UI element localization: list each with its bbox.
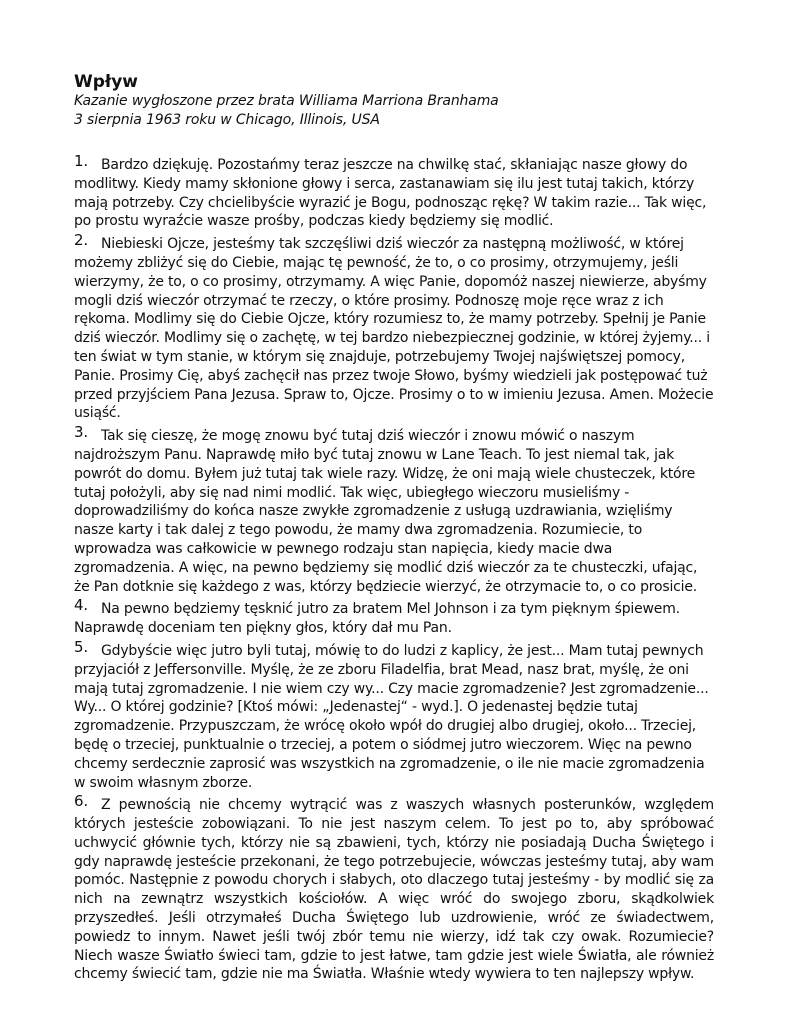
paragraph-number: 6. (74, 792, 88, 811)
paragraph-number: 4. (74, 596, 88, 615)
paragraph-6 (74, 792, 714, 984)
document-subtitle-line-1: Kazanie wygłoszone przez brata Williama Marriona Branhama (74, 93, 499, 109)
paragraph-number: 2. (74, 231, 88, 250)
document-subtitle-line-2: 3 sierpnia 1963 roku w Chicago, Illinois, USA (74, 112, 380, 128)
paragraph-2 (74, 231, 714, 423)
paragraph-text: Bardzo dziękuję. Pozostańmy teraz jeszcze na chwilkę stać, skłaniając nasze głowy do modlitwy. Kiedy mamy skłonione głowy i serca, zastanawiam się ilu jest tutaj takich, którzy mają potrzeby. Czy chcielibyście wyrazić je Bogu, podnosząc rękę? W takim razie... Tak więc, po prostu wyraźcie wasze prośby, podczas kiedy będziemy się modlić. (74, 157, 707, 230)
document-page (74, 72, 714, 987)
paragraph-1 (74, 152, 714, 231)
paragraph-number: 3. (74, 423, 88, 442)
paragraph-3 (74, 423, 714, 596)
paragraph-text: Gdybyście więc jutro byli tutaj, mówię to do ludzi z kaplicy, że jest... Mam tutaj pewnych przyjaciół z Jeffersonville. Myślę, że ze zboru Filadelfia, brat Mead, nasz brat, myślę, że oni mają tutaj zgromadzenie. I nie wiem czy wy... Czy macie zgromadzenie? Jest zgromadzenie... Wy... O której godzinie? [Ktoś mówi: „Jedenastej“ - wyd.]. O jedenastej będzie tutaj zgromadzenie. Przypuszczam, że wrócę około wpół do drugiej albo drugiej, około... Trzeciej, będę o trzeciej, punktualnie o trzeciej, a potem o siódmej jutro wieczorem. Więc na pewno chcemy serdecznie zaprosić was wszystkich na zgromadzenie, o ile nie macie zgromadzenia w swoim własnym zborze. (74, 642, 709, 791)
paragraph-text: Na pewno będziemy tęsknić jutro za bratem Mel Johnson i za tym pięknym śpiewem. Naprawdę doceniam ten piękny głos, który dał mu Pan. (74, 601, 680, 637)
paragraph-4 (74, 596, 714, 638)
paragraph-text: Tak się cieszę, że mogę znowu być tutaj dziś wieczór i znowu mówić o naszym najdroższym Panu. Naprawdę miło być tutaj znowu w Lane Teach. To jest niemal tak, jak powrót do domu. Byłem już tutaj tak wiele razy. Widzę, że oni mają wiele chusteczek, które tutaj położyli, aby się nad nimi modlić. Tak więc, ubiegłego wieczoru musieliśmy - doprowadziliśmy do końca nasze zwykłe zgromadzenie z usługą uzdrawiania, wzięliśmy nasze karty i tak dalej z tego powodu, że mamy dwa zgromadzenia. Rozumiecie, to wprowadza was całkowicie w pewnego rodzaju stan napięcia, kiedy macie dwa zgromadzenia. A więc, na pewno będziemy się modlić dziś wieczór za te chusteczki, ufając, że Pan dotknie się każdego z was, którzy będziecie wierzyć, że otrzymacie to, o co prosicie. (74, 428, 698, 595)
paragraph-number: 5. (74, 637, 88, 656)
paragraph-text: Z pewnością nie chcemy wytrącić was z waszych własnych posterunków, względem których jesteście zobowiązani. To nie jest naszym celem. To jest po to, aby spróbować uchwycić głównie tych, którzy nie są zbawieni, tych, którzy nie posiadają Ducha Świętego i gdy naprawdę jesteście przekonani, że tego potrzebujecie, wówczas jesteśmy tutaj, aby wam pomóc. Następnie z powodu chorych i słabych, oto dlaczego tutaj jesteśmy - by modlić się za nich na zewnątrz wszystkich kościołów. A więc wróć do swojego zboru, skądkolwiek przyszedłeś. Jeśli otrzymałeś Ducha Świętego lub uzdrowienie, wróć ze świadectwem, powiedz to innym. Nawet jeśli twój zbór temu nie wierzy, idź tak czy owak. Rozumiecie? Niech wasze Światło świeci tam, gdzie to jest łatwe, tam gdzie jest wiele Światła, ale również chcemy świecić tam, gdzie nie ma Światła. Właśnie wtedy wywiera to ten najlepszy wpływ. (74, 797, 714, 983)
sermon-body (74, 152, 714, 984)
paragraph-5 (74, 637, 714, 792)
paragraph-text: Niebieski Ojcze, jesteśmy tak szczęśliwi dziś wieczór za następną możliwość, w której możemy zbliżyć się do Ciebie, mając tę pewność, że to, o co prosimy, otrzymujemy, jeśli wierzymy, że to, o co prosimy, otrzymamy. A więc Panie, dopomóż naszej niewierze, abyśmy mogli dziś wieczór otrzymać te rzeczy, o które prosimy. Podnoszę moje ręce wraz z ich rękoma. Modlimy się do Ciebie Ojcze, który rozumiesz to, że mamy potrzeby. Spełnij je Panie dziś wieczór. Modlimy się o zachętę, w tej bardzo niebezpiecznej godzinie, w której żyjemy... i ten świat w tym stanie, w którym się znajduje, potrzebujemy Twojej najświętszej pomocy, Panie. Prosimy Cię, abyś zachęcił nas przez twoje Słowo, byśmy wiedzieli jak postępować tuż przed przyjściem Pana Jezusa. Spraw to, Ojcze. Prosimy o to w imieniu Jezusa. Amen. Możecie usiąść. (74, 236, 714, 422)
paragraph-number: 1. (74, 152, 88, 170)
document-title: Wpływ (74, 72, 139, 92)
